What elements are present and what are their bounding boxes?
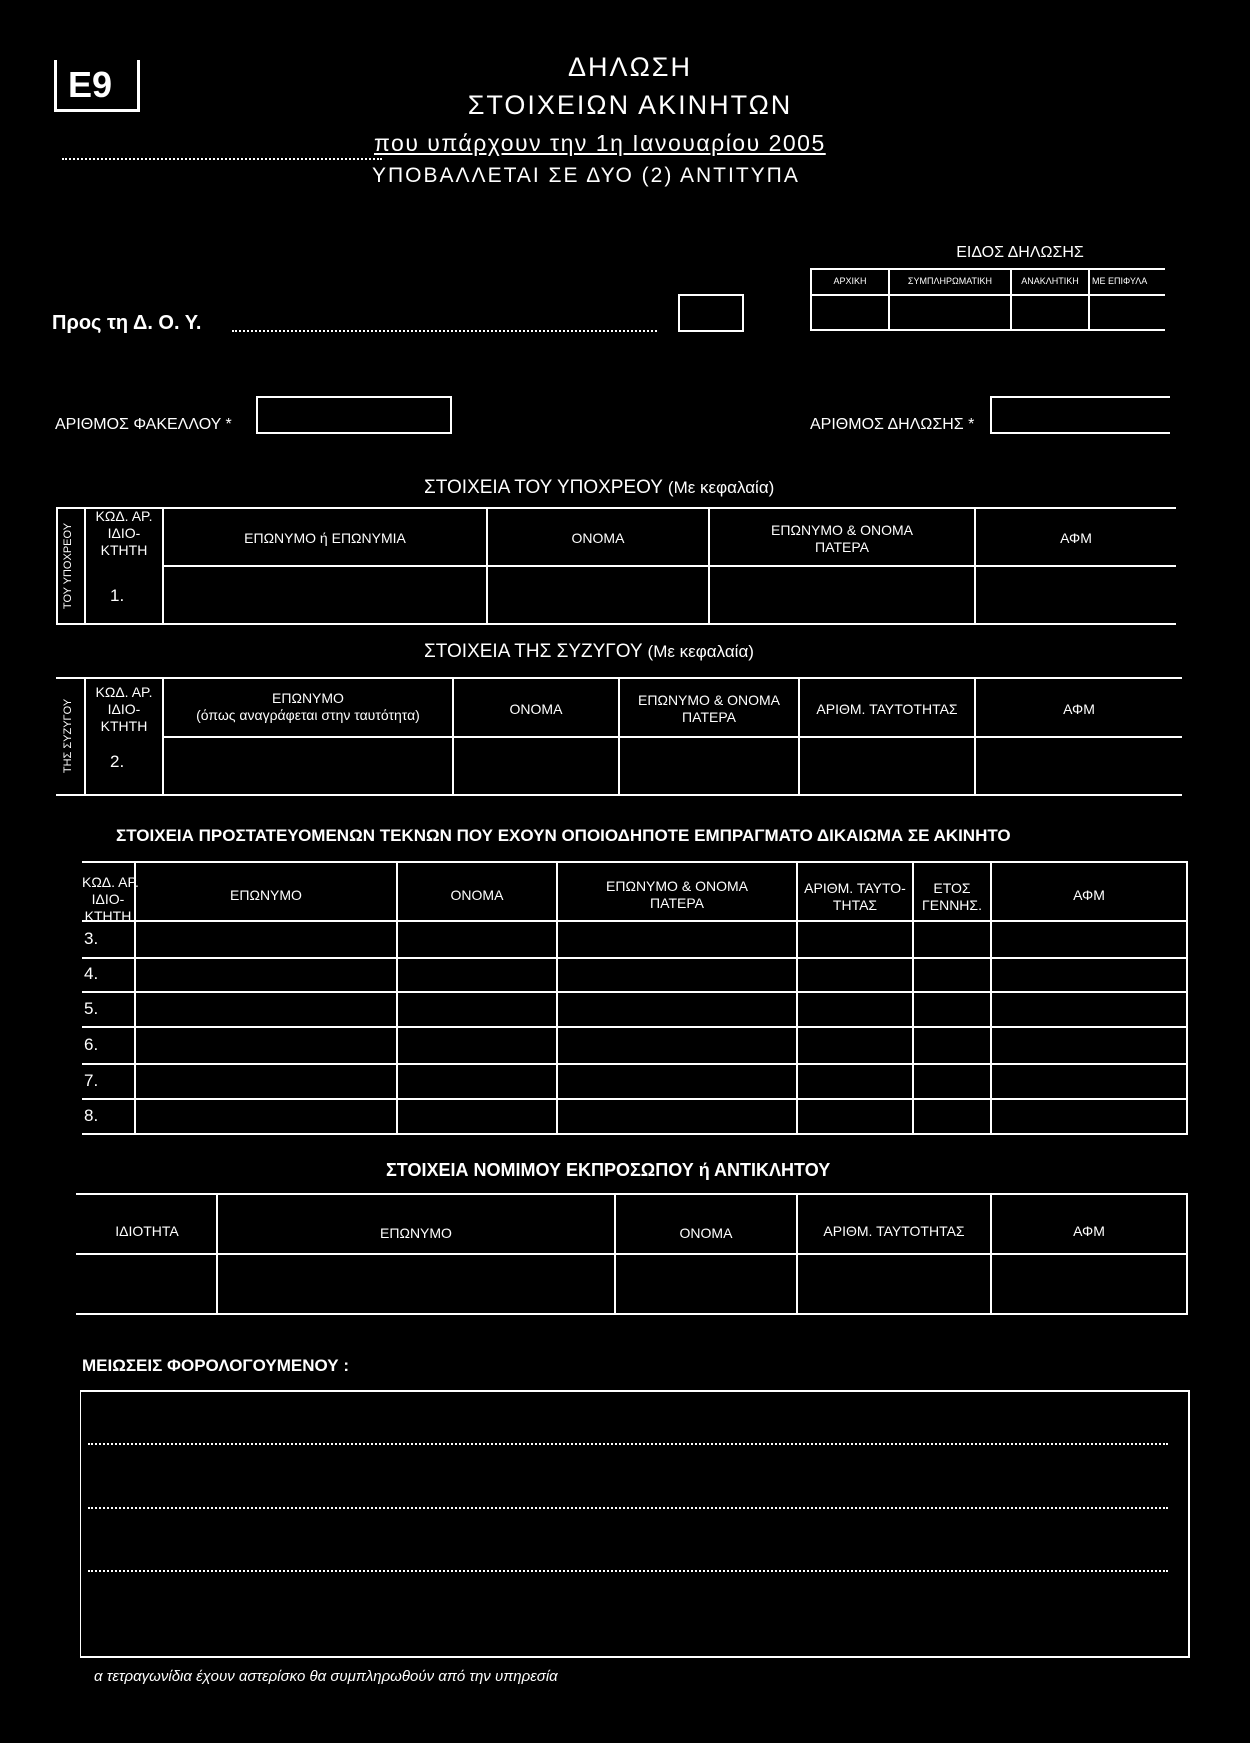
children-col-surname: ΕΠΩΝΥΜΟ xyxy=(230,887,302,903)
spouse-col-surname: ΕΠΩΝΥΜΟ (όπως αναγράφεται στην ταυτότητα) xyxy=(196,690,420,723)
rep-afm-input[interactable] xyxy=(992,1255,1184,1311)
rep-col-name: ΟΝΟΜΑ xyxy=(679,1225,733,1241)
spouse-id-input[interactable] xyxy=(800,738,972,792)
doy-code-box[interactable] xyxy=(678,294,744,332)
children-col-father: ΕΠΩΝΥΜΟ & ΟΝΟΜΑ ΠΑΤΕΡΑ xyxy=(606,878,748,911)
obligor-father-input[interactable] xyxy=(710,567,972,621)
representative-title: ΣΤΟΙΧΕΙΑ ΝΟΜΙΜΟΥ ΕΚΠΡΟΣΩΠΟΥ ή ΑΝΤΙΚΛΗΤΟΥ xyxy=(386,1160,831,1180)
children-title: ΣΤΟΙΧΕΙΑ ΠΡΟΣΤΑΤΕΥΟΜΕΝΩΝ ΤΕΚΝΩΝ ΠΟΥ ΕΧΟΥΝ ΟΠΟΙΟΔΗΠΟΤΕ ΕΜΠΡΑΓΜΑΤΟ ΔΙΚΑΙΩΜΑ ΣΕ ΑΚΙΝΗΤΟ xyxy=(116,826,1011,845)
notes-label: ΜΕΙΩΣΕΙΣ ΦΟΡΟΛΟΓΟΥΜΕΝΟΥ : xyxy=(82,1356,349,1375)
obligor-subtitle: (Με κεφαλαία) xyxy=(667,478,775,497)
children-col-afm: ΑΦΜ xyxy=(1073,887,1105,903)
obligor-title xyxy=(424,477,774,499)
form-title-3: που υπάρχουν την 1η Ιανουαρίου 2005 xyxy=(374,130,826,156)
decl-type-checkbox-reserved[interactable] xyxy=(1090,296,1164,328)
spouse-subtitle: (Με κεφαλαία) xyxy=(647,642,754,661)
notes-line xyxy=(88,1507,1168,1509)
form-title-2: ΣΤΟΙΧΕΙΩΝ ΑΚΙΝΗΤΩΝ xyxy=(467,90,793,120)
rep-col-surname: ΕΠΩΝΥΜΟ xyxy=(380,1225,452,1241)
obligor-row-number: 1. xyxy=(110,586,125,605)
children-col-id: ΑΡΙΘΜ. ΤΑΥΤΟ- ΤΗΤΑΣ xyxy=(804,880,906,913)
decl-type-top xyxy=(810,268,1165,270)
spouse-name-input[interactable] xyxy=(454,738,616,792)
file-number-box[interactable] xyxy=(256,396,452,434)
decl-type-option-supplementary: ΣΥΜΠΛΗΡΩΜΑΤΙΚΗ xyxy=(907,276,993,286)
rep-col-afm: ΑΦΜ xyxy=(1073,1223,1105,1239)
obligor-col-father: ΕΠΩΝΥΜΟ & ΟΝΟΜΑ ΠΑΤΕΡΑ xyxy=(771,522,913,555)
obligor-col-code: ΚΩΔ. ΑΡ. ΙΔΙΟ- ΚΤΗΤΗ xyxy=(95,508,153,558)
rep-col-id: ΑΡΙΘΜ. ΤΑΥΤΟΤΗΤΑΣ xyxy=(823,1223,965,1239)
children-row-number: 7. xyxy=(84,1071,99,1090)
obligor-name-input[interactable] xyxy=(488,567,706,621)
form-title-1: ΔΗΛΩΣΗ xyxy=(568,52,692,82)
decl-type-option-reserved: ΜΕ ΕΠΙΦΥΛΑ xyxy=(1092,276,1148,286)
obligor-title-text: ΣΤΟΙΧΕΙΑ ΤΟΥ ΥΠΟΧΡΕΟΥ xyxy=(424,477,663,498)
spouse-side-label: ΤΗΣ ΣΥΖΥΓΟΥ xyxy=(62,698,74,774)
notes-line xyxy=(88,1443,1168,1445)
children-row-input[interactable] xyxy=(136,1065,1186,1097)
children-v7 xyxy=(1186,861,1188,1134)
header-dotted-rule xyxy=(62,158,382,160)
rep-v5 xyxy=(1186,1193,1188,1314)
spouse-col-name: ΟΝΟΜΑ xyxy=(509,701,563,717)
rep-id-input[interactable] xyxy=(798,1255,988,1311)
doy-label: Προς τη Δ. Ο. Υ. xyxy=(52,312,202,334)
children-row-number: 8. xyxy=(84,1106,99,1125)
children-top xyxy=(82,861,1188,863)
obligor-bottom xyxy=(56,623,1176,625)
obligor-top xyxy=(56,507,1176,509)
spouse-row-number: 2. xyxy=(110,752,125,771)
form-title-4: ΥΠΟΒΑΛΛΕΤΑΙ ΣΕ ΔΥΟ (2) ΑΝΤΙΤΥΠΑ xyxy=(372,164,800,187)
spouse-title xyxy=(424,641,754,663)
decl-type-bottom xyxy=(810,329,1165,331)
spouse-col-father: ΕΠΩΝΥΜΟ & ΟΝΟΜΑ ΠΑΤΕΡΑ xyxy=(638,692,780,725)
spouse-surname-input[interactable] xyxy=(164,738,450,792)
children-row-input[interactable] xyxy=(136,922,1186,956)
spouse-col-afm: ΑΦΜ xyxy=(1063,701,1095,717)
notes-textarea[interactable] xyxy=(80,1390,1190,1658)
decl-type-checkbox-supplementary[interactable] xyxy=(890,296,1010,328)
spouse-father-input[interactable] xyxy=(620,738,796,792)
spouse-col-code: ΚΩΔ. ΑΡ. ΙΔΙΟ- ΚΤΗΤΗ xyxy=(95,684,153,734)
spouse-afm-input[interactable] xyxy=(976,738,1180,792)
children-row-input[interactable] xyxy=(136,1028,1186,1062)
children-col-code: ΚΩΔ. ΑΡ. ΙΔΙΟ- ΚΤΗΤΗ xyxy=(82,874,139,924)
children-row-number: 6. xyxy=(84,1035,99,1054)
file-number-label: ΑΡΙΘΜΟΣ ΦΑΚΕΛΛΟΥ * xyxy=(55,416,232,433)
obligor-afm-input[interactable] xyxy=(976,567,1174,621)
children-col-name: ΟΝΟΜΑ xyxy=(450,887,504,903)
children-row-number: 5. xyxy=(84,999,99,1018)
rep-top xyxy=(76,1193,1188,1195)
rep-name-input[interactable] xyxy=(616,1255,794,1311)
doy-input-line[interactable] xyxy=(232,330,657,332)
children-row-number: 4. xyxy=(84,964,99,983)
decl-type-option-revoking: ΑΝΑΚΛΗΤΙΚΗ xyxy=(1021,276,1079,286)
children-row-input[interactable] xyxy=(136,1100,1186,1132)
obligor-col-afm: ΑΦΜ xyxy=(1060,530,1092,546)
children-row-number: 3. xyxy=(84,929,99,948)
obligor-col-surname: ΕΠΩΝΥΜΟ ή ΕΠΩΝΥΜΙΑ xyxy=(244,530,406,546)
form-code: Ε9 xyxy=(68,64,113,105)
decl-type-checkbox-initial[interactable] xyxy=(812,296,888,328)
decl-type-checkbox-revoking[interactable] xyxy=(1012,296,1088,328)
declaration-number-label: ΑΡΙΘΜΟΣ ΔΗΛΩΣΗΣ * xyxy=(810,416,975,433)
obligor-v0 xyxy=(56,507,58,624)
spouse-col-id: ΑΡΙΘΜ. ΤΑΥΤΟΤΗΤΑΣ xyxy=(816,701,958,717)
children-bottom xyxy=(82,1133,1188,1135)
notes-line xyxy=(88,1570,1168,1572)
obligor-col-name: ΟΝΟΜΑ xyxy=(571,530,625,546)
rep-surname-input[interactable] xyxy=(218,1255,612,1311)
children-col-year: ΕΤΟΣ ΓΕΝΝΗΣ. xyxy=(922,880,982,913)
rep-capacity-input[interactable] xyxy=(78,1255,214,1311)
footer-note: α τετραγωνίδια έχουν αστερίσκο θα συμπληρωθούν από την υπηρεσία xyxy=(94,1668,558,1685)
declaration-type-label: ΕΙΔΟΣ ΔΗΛΩΣΗΣ xyxy=(956,244,1084,261)
rep-bottom xyxy=(76,1313,1188,1315)
declaration-number-box[interactable] xyxy=(990,396,1170,434)
children-row-input[interactable] xyxy=(136,959,1186,990)
obligor-side-label: ΤΟΥ ΥΠΟΧΡΕΟΥ xyxy=(62,522,74,610)
children-row-input[interactable] xyxy=(136,993,1186,1025)
obligor-surname-input[interactable] xyxy=(164,567,484,621)
rep-col-capacity: ΙΔΙΟΤΗΤΑ xyxy=(115,1223,179,1239)
spouse-title-text: ΣΤΟΙΧΕΙΑ ΤΗΣ ΣΥΖΥΓΟΥ xyxy=(424,641,643,662)
decl-type-option-initial: ΑΡΧΙΚΗ xyxy=(833,276,867,286)
